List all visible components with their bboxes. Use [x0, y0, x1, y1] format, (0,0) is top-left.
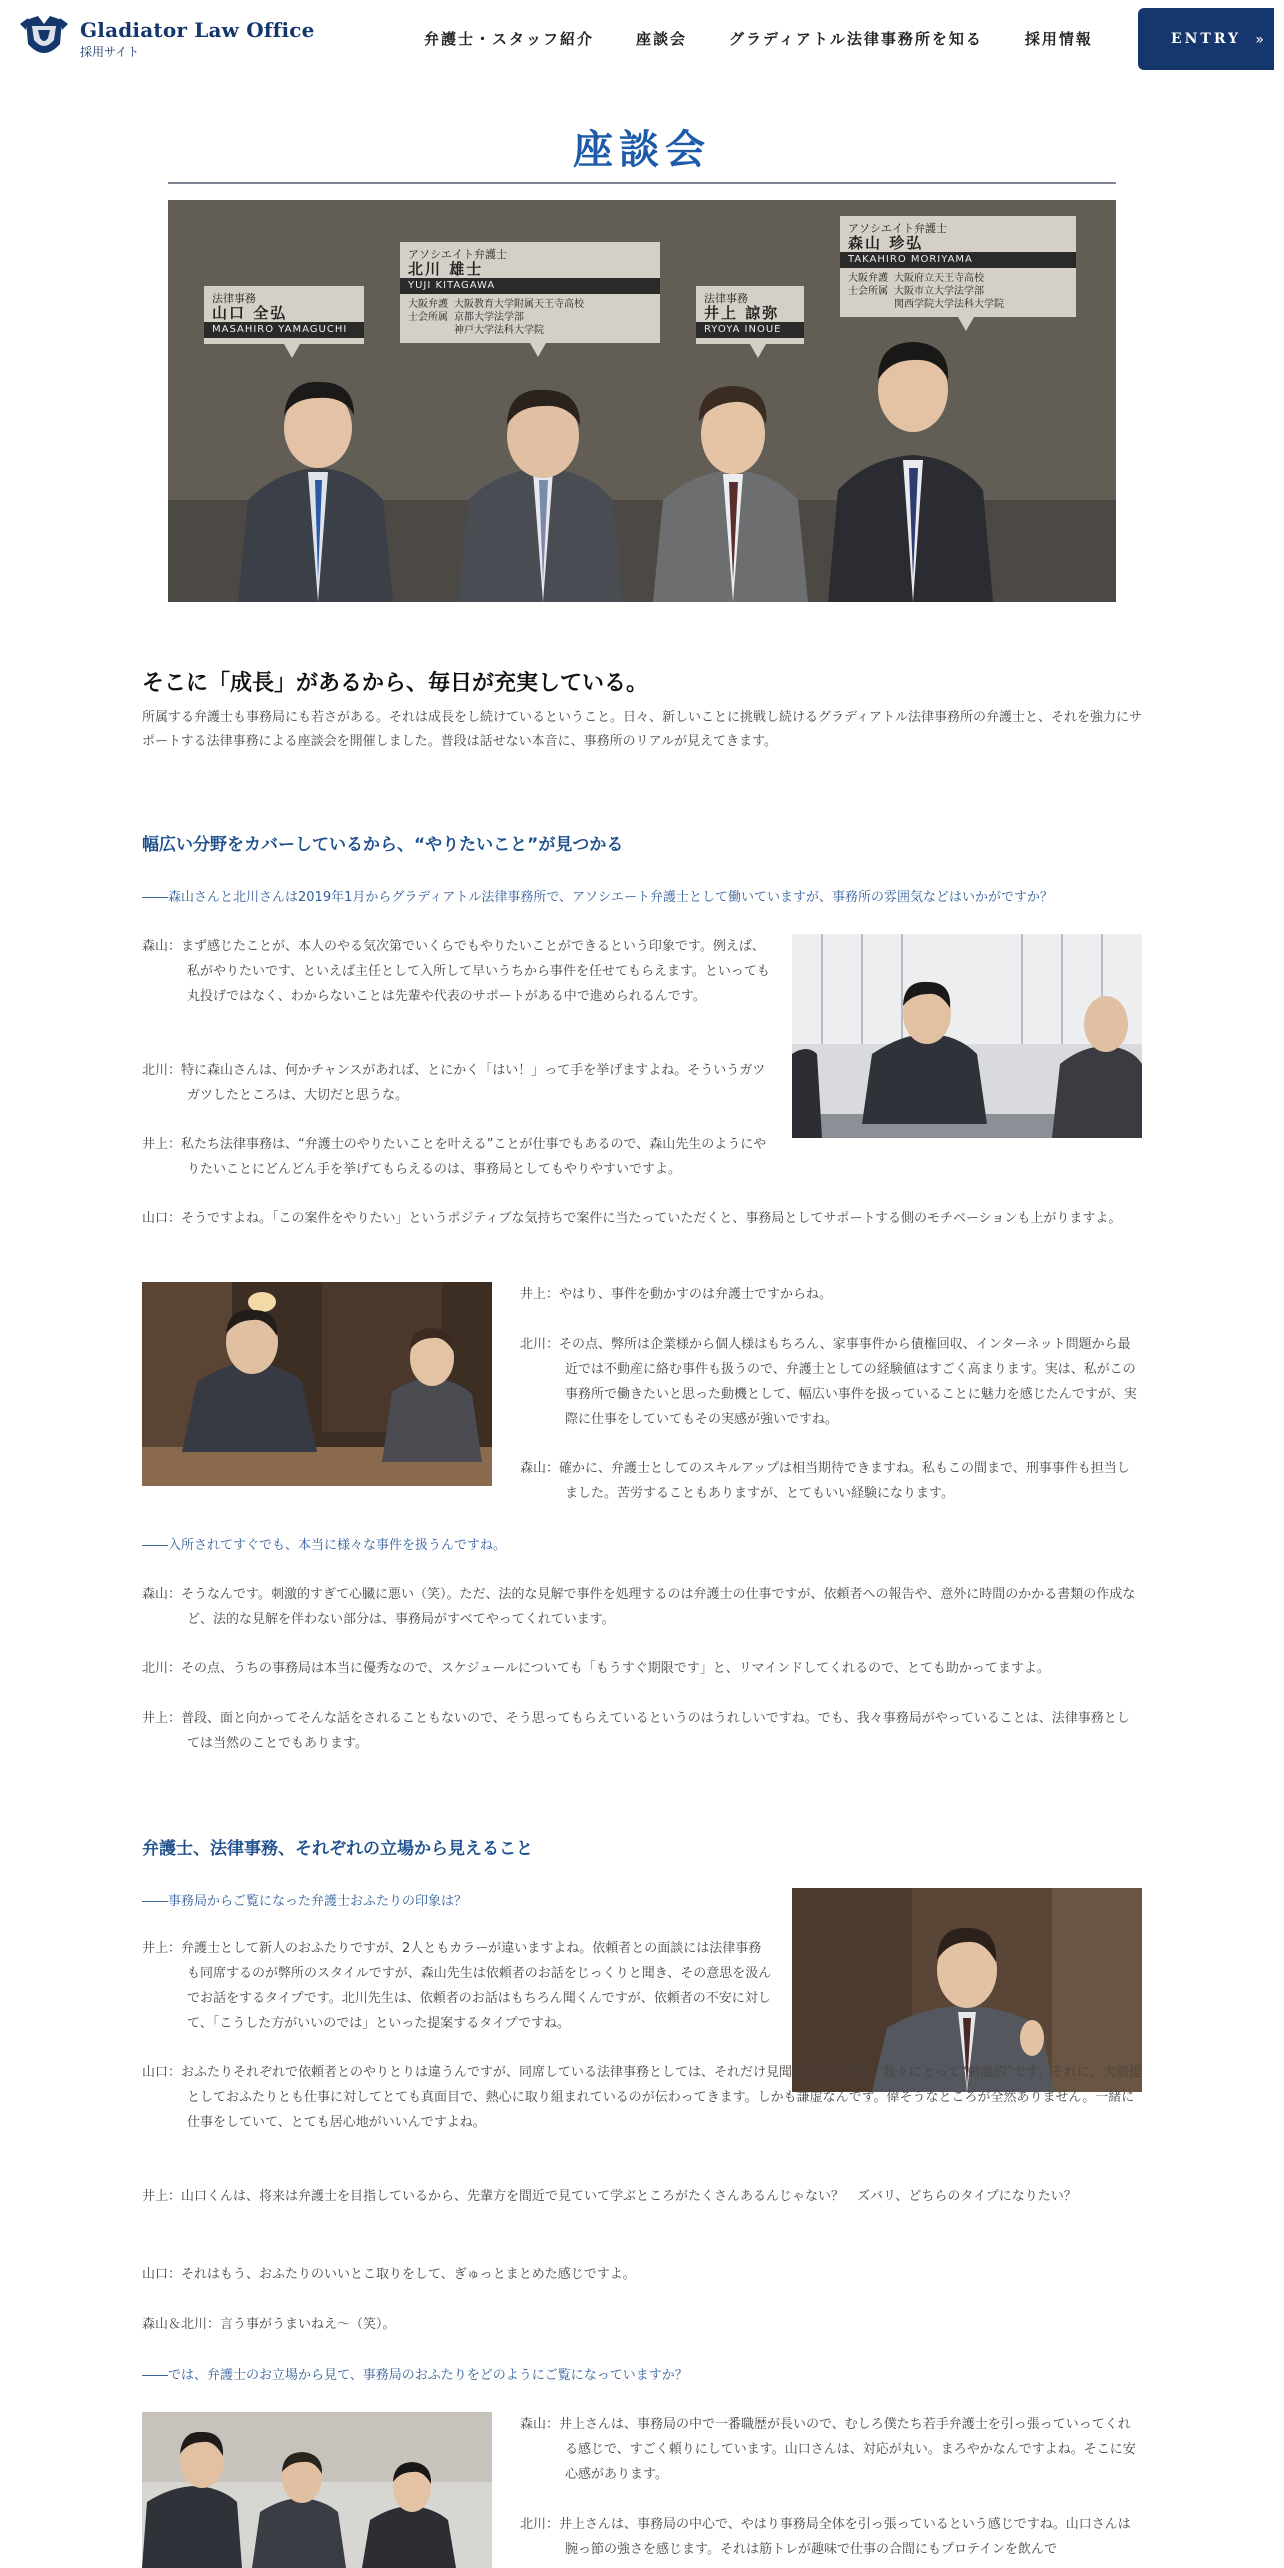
name-tag-kitagawa: アソシエイト弁護士 北川 雄士 YUJI KITAGAWA 大阪弁護士会所属 大阪教育大学附属天王寺高校 京都大学法学部 神戸大学法科大学院 [400, 242, 660, 343]
meeting-photo-2-illustration [142, 1282, 492, 1486]
meeting-photo-3 [142, 2412, 492, 2568]
dialogue-paragraph: 森山：確かに、弁護士としてのスキルアップは相当期待できますね。私もこの間まで、刑事事件も担当しました。苦労することもありますが、とてもいい経験になります。 [520, 1461, 1130, 1501]
question-1: ――森山さんと北川さんは2019年1月からグラディアトル法律事務所で、アソシエート弁護士として働いていますが、事務所の雰囲気などはいかがですか？ [142, 890, 1054, 905]
question-2: ――入所されてすぐでも、本当に様々な事件を扱うんですね。 [142, 1538, 507, 1553]
name-tag-yamaguchi: 法律事務 山口 全弘 MASAHIRO YAMAGUCHI [204, 286, 364, 344]
dialogue-paragraph: 森山＆北川：言う事がうまいねえ〜（笑）。 [142, 2317, 396, 2332]
nav-item-staff[interactable]: 弁護士・スタッフ紹介 [424, 30, 595, 48]
meeting-photo-1-illustration [792, 934, 1142, 1138]
dialogue-paragraph: 井上：私たち法律事務は、“弁護士のやりたいことを叶える”ことが仕事でもあるので、森山先生のようにやりたいことにどんどん手を挙げてもらえるのは、事務局としてもやりやすいですよ。 [142, 1137, 767, 1177]
dialogue-paragraph: 井上：弁護士として新人のおふたりですが、2人ともカラーが違いますよね。依頼者との面談には法律事務も同席するのが弊所のスタイルですが、森山先生は依頼者のお話をじっくりと聞き、その意思を汲んでお話をするタイプです。北川先生は、依頼者のお話はもちろん聞くんですが、依頼者の不安に対して、「こうした方がいいのでは」といった提案するタイプですね。 [142, 1941, 772, 2031]
title-divider [168, 182, 1116, 184]
page-title: 座談会 [573, 127, 711, 173]
gladiator-helmet-logo-icon [18, 14, 70, 64]
double-chevron-right-icon: » [1255, 32, 1264, 48]
question-3: ――事務局からご覧になった弁護士おふたりの印象は？ [142, 1894, 468, 1909]
dialogue-paragraph: 森山：まず感じたことが、本人のやる気次第でいくらでもやりたいことができるという印象です。例えば、私がやりたいです、といえば主任として入所して早いうちから事件を任せてもらえます。といっても丸投げではなく、わからないことは先輩や代表のサポートがある中で進められるんです。 [142, 939, 770, 1004]
meeting-photo-1 [792, 934, 1142, 1138]
nav-item-about[interactable]: グラディアトル法律事務所を知る [729, 30, 983, 48]
dialogue-paragraph: 山口：おふたりそれぞれで依頼者とのやりとりは違うんですが、同席している法律事務としては、それだけ見聞が広がるので、我々にとって“刺激的”です。それに、大前提としておふたりとも仕事に対してとても真面目で、熱心に取り組まれているのが伝わってきます。しかも謙虚なんです。偉そうなところが全然ありません。一緒に仕事をしていて、とても居心地がいいんですよね。 [142, 2065, 1142, 2130]
name-tag-inoue: 法律事務 井上 諒弥 RYOYA INOUE [696, 286, 804, 344]
logo-title: Gladiator Law Office [80, 18, 315, 42]
section-heading-2: 弁護士、法律事務、それぞれの立場から見えること [142, 1839, 533, 1859]
logo-subtitle: 採用サイト [80, 45, 140, 59]
dialogue-paragraph: 井上：普段、面と向かってそんな話をされることもないので、そう思ってもらえているというのはうれしいですね。でも、我々事務局がやっていることは、法律事務としては当然のことでもあります。 [142, 1711, 1130, 1751]
entry-label: ENTRY [1170, 31, 1242, 47]
dialogue-paragraph: 山口：そうですよね。「この案件をやりたい」というポジティブな気持ちで案件に当たっていただくと、事務局としてサポートする側のモチベーションも上がりますよ。 [142, 1211, 1122, 1226]
dialogue-paragraph: 井上：やはり、事件を動かすのは弁護士ですからね。 [520, 1287, 833, 1302]
nav-item-roundtable[interactable]: 座談会 [636, 30, 688, 48]
entry-button[interactable] [1138, 8, 1274, 70]
meeting-photo-2 [142, 1282, 492, 1486]
dialogue-paragraph: 北川：その点、うちの事務局は本当に優秀なので、スケジュールについても「もうすぐ期限です」と、リマインドしてくれるので、とても助かってますよ。 [142, 1661, 1050, 1676]
meeting-photo-3-illustration [142, 2412, 492, 2568]
nav-item-recruit[interactable]: 採用情報 [1024, 30, 1093, 48]
site-logo[interactable] [18, 14, 315, 64]
question-4: ――では、弁護士のお立場から見て、事務局のおふたりをどのようにご覧になっていますか？ [142, 2368, 688, 2383]
dialogue-paragraph: 井上：山口くんは、将来は弁護士を目指しているから、先輩方を間近で見ていて学ぶところがたくさんあるんじゃない？ ズバリ、どちらのタイプになりたい？ [142, 2189, 1077, 2204]
lead-heading: そこに「成長」があるから、毎日が充実している。 [142, 671, 649, 696]
name-tag-moriyama: アソシエイト弁護士 森山 珍弘 TAKAHIRO MORIYAMA 大阪弁護士会所属 大阪府立天王寺高校 大阪市立大学法学部 関西学院大学法科大学院 [840, 216, 1076, 317]
section-heading-1: 幅広い分野をカバーしているから、“やりたいこと”が見つかる [142, 835, 624, 855]
site-header [0, 0, 1284, 78]
dialogue-paragraph: 山口：それはもう、おふたりのいいとこ取りをして、ぎゅっとまとめた感じですよ。 [142, 2267, 636, 2282]
dialogue-paragraph: 森山：そうなんです。刺激的すぎて心臓に悪い（笑）。ただ、法的な見解で事件を処理するのは弁護士の仕事ですが、依頼者への報告や、意外に時間のかかる書類の作成など、法的な見解を伴わない部分は、事務局がすべてやってくれています。 [142, 1587, 1136, 1627]
dialogue-paragraph: 北川：その点、弊所は企業様から個人様はもちろん、家事事件から債権回収、インターネット問題から最近では不動産に絡む事件も扱うので、弁護士としての経験値はすごく高まります。実は、私がこの事務所で働きたいと思った動機として、幅広い事件を扱っていることに魅力を感じたんですが、実際に仕事をしていてもその実感が強いですね。 [520, 1337, 1137, 1427]
lead-paragraph: 所属する弁護士も事務局にも若さがある。それは成長をし続けているということ。日々、新しいことに挑戦し続けるグラディアトル法律事務所の弁護士と、それを強力にサポートする法律事務による座談会を開催しました。普段は話せない本音に、事務所のリアルが見えてきます。 [142, 710, 1142, 749]
dialogue-paragraph: 北川：井上さんは、事務局の中心で、やはり事務局全体を引っ張っているという感じですね。山口さんは腕っ節の強さを感じます。それは筋トレが趣味で仕事の合間にもプロテインを飲んで [520, 2517, 1131, 2557]
dialogue-paragraph: 北川：特に森山さんは、何かチャンスがあれば、とにかく「はい！」って手を挙げますよね。そういうガツガツしたところは、大切だと思うな。 [142, 1063, 766, 1103]
main-nav [424, 28, 1093, 49]
hero-group-photo [168, 200, 1116, 602]
dialogue-paragraph: 森山：井上さんは、事務局の中で一番職歴が長いので、むしろ僕たち若手弁護士を引っ張っていってくれる感じで、すごく頼りにしています。山口さんは、対応が丸い。まろやかなんですよね。そこに安心感があります。 [520, 2417, 1136, 2482]
